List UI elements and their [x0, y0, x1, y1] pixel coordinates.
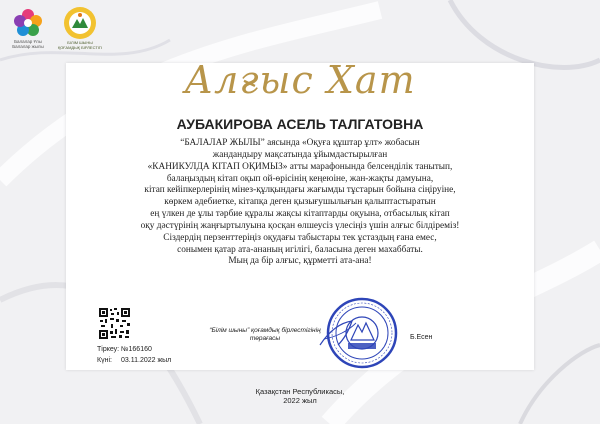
registration-row [97, 346, 152, 353]
issue-date: 03.11.2022 жыл [121, 357, 172, 364]
left-logo-caption: Балалар Ұлы Балалар жылы [12, 39, 44, 49]
official-seal-icon [318, 293, 398, 373]
recipient-name: АУБАКИРОВА АСЕЛЬ ТАЛГАТОВНА [176, 116, 424, 132]
body-line: сонымен қатар ата-ананың игілігі, баласына деген махаббаты. [177, 244, 423, 255]
certificate-body [80, 138, 520, 268]
signer-name: Б.Есен [410, 334, 433, 341]
body-line: Мың да бір алғыс, құрметті ата-ана! [228, 256, 372, 267]
body-line: оқу дәстүрінің жаңғыртылуына қосқан өлшеусіз үлесіңіз үшін алғыс білдіреміз! [140, 220, 460, 231]
sun-emblem-icon [63, 6, 97, 40]
body-line: кітап кейіпкерлерінің мінез-құлқындағы жағымды тұстарын бойына сіңіруіне, [144, 185, 456, 196]
footer [0, 387, 600, 405]
body-line: ең үлкен де ұлы тәрбие құралы жақсы кітаптарды оқуына, отбасылық кітап [150, 209, 450, 220]
date-row [97, 357, 172, 364]
footer-year: 2022 жыл [283, 396, 317, 405]
org-signature-title: “Білім шыны” қоғамдық бірлестігінің төрағасы [209, 327, 321, 342]
certificate-title: Алғыс Хат [184, 58, 416, 102]
body-line: жандандыру мақсатында ұйымдастырылған [212, 149, 388, 160]
body-line: “БАЛАЛАР ЖЫЛЫ” аясында «Оқуға құштар ұлт» жобасын [180, 138, 420, 148]
qr-code-icon [98, 307, 131, 340]
date-label: Күні: [97, 357, 112, 364]
body-line: көркем әдебиетке, кітапқа деген қызығушылығын қалыптастыратын [164, 197, 436, 208]
registration-number: №166160 [121, 346, 152, 353]
flower-logo-icon [13, 8, 43, 38]
body-line: «КАНИКУЛДА КІТАП ОҚИМЫЗ» атты марафонында белсенділік танытып, [147, 161, 453, 172]
right-logo-caption: БІЛІМ ШЫНЫ ҚОҒАМДЫҚ БІРЛЕСТІГІ [57, 40, 103, 50]
registration-label: Тіркеу: [97, 346, 120, 353]
balalar-jyly-logo [6, 8, 50, 49]
body-line: балаңыздың кітап оқып ой-өрісінің кеңеюіне, жан-жақты дамуына, [166, 173, 434, 184]
body-line: Сіздердің перзенттеріңіз оқудағы табыстары тек ұстаздың ғана емес, [163, 232, 437, 243]
footer-country: Қазақстан Республикасы, [255, 387, 345, 396]
bilim-shyny-logo [56, 6, 104, 50]
